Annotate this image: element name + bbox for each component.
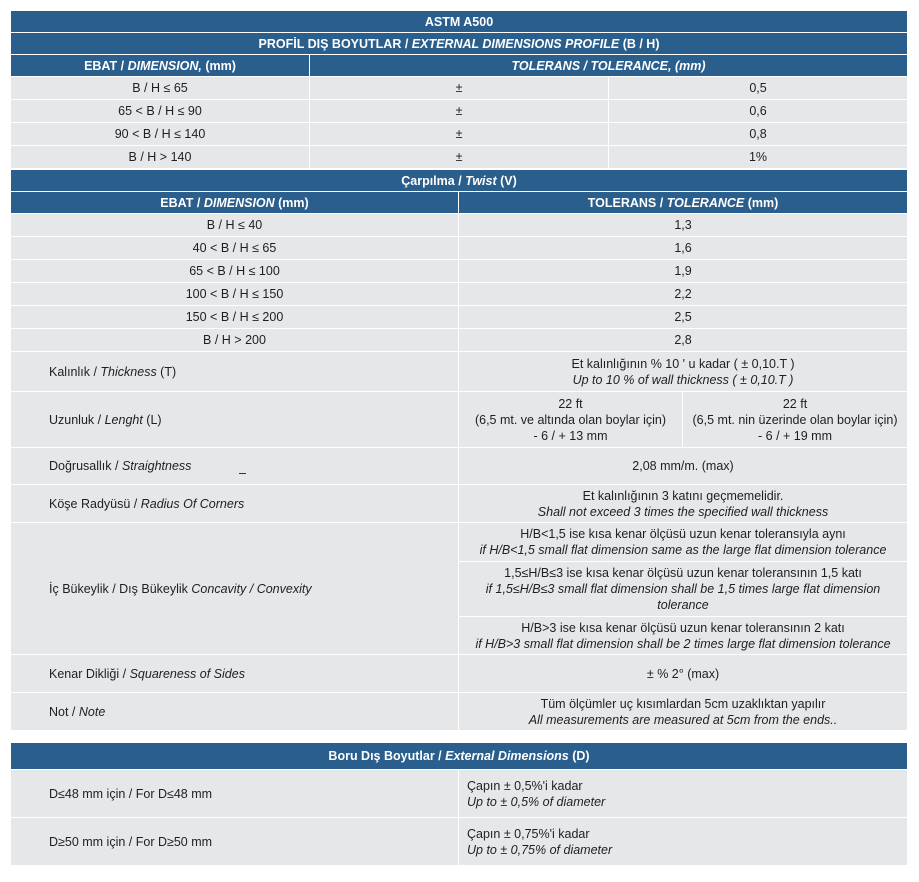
squareness-row: Kenar Dikliği / Squareness of Sides ± % 2° (max)	[11, 655, 908, 693]
length-row: Uzunluk / Lenght (L) 22 ft (6,5 mt. ve altında olan boylar için) - 6 / + 13 mm 22 ft (6,5 mt. nin üzerinde olan boylar için) - 6 / + 19 mm	[11, 392, 908, 448]
col-header-tolerance: TOLERANS / TOLERANCE (mm)	[459, 192, 908, 214]
pipe-dimensions-title: Boru Dış Boyutlar / External Dimensions (D)	[11, 743, 908, 770]
external-dimensions-table	[10, 10, 908, 169]
twist-and-properties-table	[10, 169, 908, 731]
table-row: B / H ≤ 65 ± 0,5	[11, 77, 908, 100]
straightness-row: Doğrusallık / Straightness 2,08 mm/m. (max)	[11, 448, 908, 485]
twist-title: Çarpılma / Twist (V)	[11, 170, 908, 192]
concavity-row: 1,5≤H/B≤3 ise kısa kenar ölçüsü uzun kenar toleransının 1,5 katı if 1,5≤H/B≤3 small flat dimension shall be 1,5 times large flat dimension tolerance	[11, 562, 908, 617]
note-row: Not / Note Tüm ölçümler uç kısımlardan 5cm uzaklıktan yapılır All measurements are measured at 5cm from the ends..	[11, 693, 908, 731]
col-header-tolerance: TOLERANS / TOLERANCE, (mm)	[310, 55, 908, 77]
table-row: B / H > 200 2,8	[11, 329, 908, 352]
table-row: 100 < B / H ≤ 150 2,2	[11, 283, 908, 306]
table-row: 65 < B / H ≤ 90 ± 0,6	[11, 100, 908, 123]
table-row: B / H ≤ 40 1,3	[11, 214, 908, 237]
pipe-dimensions-table	[10, 742, 908, 866]
table-row: D≤48 mm için / For D≤48 mm Çapın ± 0,5%'i kadar Up to ± 0,5% of diameter	[11, 770, 908, 818]
table-row: 90 < B / H ≤ 140 ± 0,8	[11, 123, 908, 146]
col-header-dimension: EBAT / DIMENSION, (mm)	[11, 55, 310, 77]
thickness-row: Kalınlık / Thickness (T) Et kalınlığının % 10 ' u kadar ( ± 0,10.T ) Up to 10 % of wall thickness ( ± 0,10.T )	[11, 352, 908, 392]
astm-title: ASTM A500	[11, 11, 908, 33]
table-row: 150 < B / H ≤ 200 2,5	[11, 306, 908, 329]
table-row: D≥50 mm için / For D≥50 mm Çapın ± 0,75%'i kadar Up to ± 0,75% of diameter	[11, 818, 908, 866]
concavity-row: H/B>3 ise kısa kenar ölçüsü uzun kenar toleransının 2 katı if H/B>3 small flat dimension shall be 2 times large flat dimension tolerance	[11, 617, 908, 655]
concavity-row: İç Bükeylik / Dış Bükeylik Concavity / Convexity H/B<1,5 ise kısa kenar ölçüsü uzun kenar toleransıyla aynı if H/B<1,5 small flat dimension same as the large flat dimension tolerance	[11, 523, 908, 562]
col-header-dimension: EBAT / DIMENSION (mm)	[11, 192, 459, 214]
corners-row: Köşe Radyüsü / Radius Of Corners Et kalınlığının 3 katını geçmemelidir. Shall not exceed 3 times the specified wall thickness	[11, 485, 908, 523]
table-row: 40 < B / H ≤ 65 1,6	[11, 237, 908, 260]
profile-dimensions-title: PROFİL DIŞ BOYUTLAR / EXTERNAL DIMENSIONS PROFILE (B / H)	[11, 33, 908, 55]
stray-dash	[239, 473, 246, 474]
table-row: B / H > 140 ± 1%	[11, 146, 908, 169]
spec-document	[10, 10, 907, 866]
table-row: 65 < B / H ≤ 100 1,9	[11, 260, 908, 283]
